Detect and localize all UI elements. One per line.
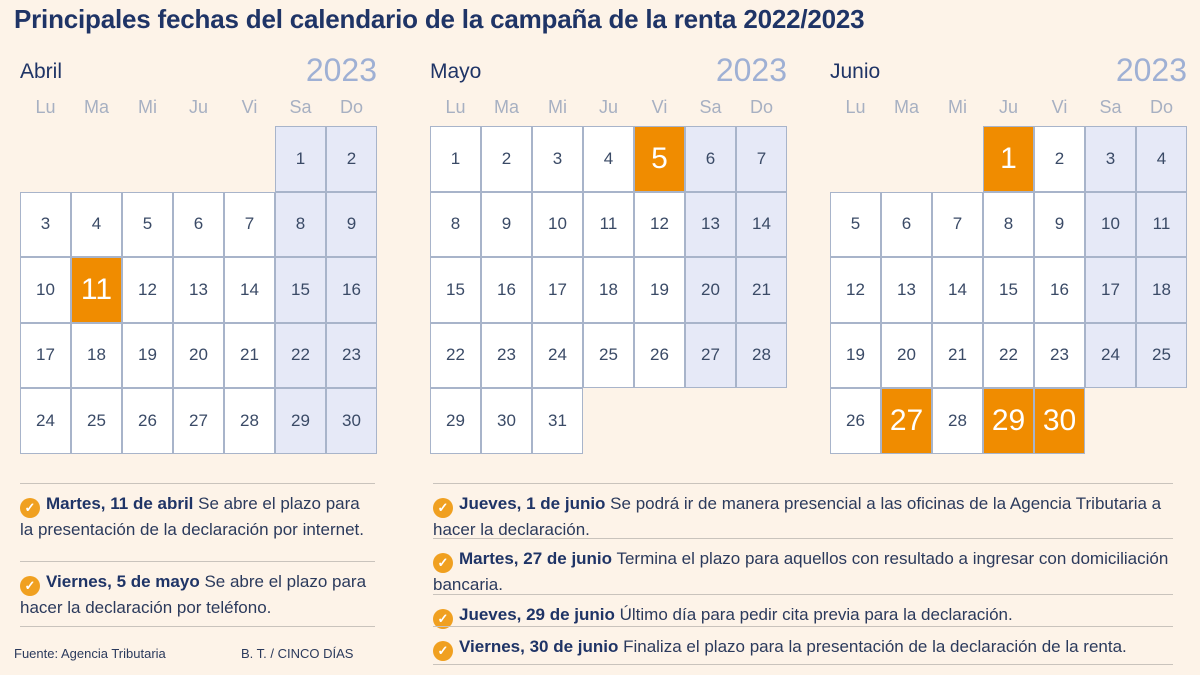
check-icon: ✓ <box>433 498 453 518</box>
month-year: 2023 <box>1115 52 1187 88</box>
day-cell: 6 <box>881 192 932 258</box>
day-cell: 24 <box>532 323 583 389</box>
day-cell: 4 <box>583 126 634 192</box>
day-cell: 8 <box>430 192 481 258</box>
event-item <box>433 635 1173 661</box>
day-cell: 9 <box>481 192 532 258</box>
day-cell: 17 <box>1085 257 1136 323</box>
day-cell: 21 <box>224 323 275 389</box>
month-name: Junio <box>830 60 881 83</box>
event-text: Se abre el plazo para la presentación de la declaración por internet. <box>20 494 364 539</box>
day-cell: 23 <box>481 323 532 389</box>
day-cell: 23 <box>1034 323 1085 389</box>
weekday-label: Vi <box>1051 97 1068 117</box>
calendar-grid <box>830 126 1187 454</box>
weekday-label: Mi <box>948 97 967 117</box>
day-cell: 4 <box>71 192 122 258</box>
weekday-label: Sa <box>1099 97 1122 117</box>
weekday-label: Lu <box>35 97 56 117</box>
weekday-label: Ma <box>493 97 519 117</box>
day-cell: 10 <box>532 192 583 258</box>
day-cell: 16 <box>1034 257 1085 323</box>
day-cell-highlighted: 29 <box>983 388 1034 454</box>
weekday-label: Lu <box>445 97 466 117</box>
day-cell: 18 <box>583 257 634 323</box>
weekday-label: Lu <box>845 97 866 117</box>
weekday-label: Mi <box>138 97 157 117</box>
day-cell: 3 <box>532 126 583 192</box>
month-year: 2023 <box>305 52 377 88</box>
weekday-label: Sa <box>699 97 722 117</box>
day-cell: 2 <box>1034 126 1085 192</box>
day-cell: 20 <box>685 257 736 323</box>
day-cell: 7 <box>736 126 787 192</box>
month-header <box>20 52 377 92</box>
day-cell: 15 <box>983 257 1034 323</box>
day-cell: 22 <box>430 323 481 389</box>
day-cell: 1 <box>275 126 326 192</box>
event-divider <box>20 561 375 562</box>
day-cell: 14 <box>932 257 983 323</box>
event-date: Viernes, 5 de mayo <box>46 572 200 591</box>
day-cell: 1 <box>430 126 481 192</box>
day-cell: 21 <box>932 323 983 389</box>
weekday-label: Mi <box>548 97 567 117</box>
event-item <box>433 603 1173 629</box>
day-cell: 10 <box>20 257 71 323</box>
day-cell: 23 <box>326 323 377 389</box>
weekday-label: Ju <box>598 97 618 117</box>
day-cell: 27 <box>173 388 224 454</box>
day-cell: 26 <box>634 323 685 389</box>
weekday-label: Sa <box>289 97 312 117</box>
day-cell: 20 <box>881 323 932 389</box>
calendar-grid <box>20 126 377 454</box>
day-cell-highlighted: 5 <box>634 126 685 192</box>
day-cell: 24 <box>1085 323 1136 389</box>
month-name: Abril <box>20 60 63 83</box>
day-cell: 16 <box>326 257 377 323</box>
check-icon: ✓ <box>433 641 453 661</box>
day-cell: 22 <box>983 323 1034 389</box>
day-cell: 28 <box>736 323 787 389</box>
day-cell: 15 <box>430 257 481 323</box>
weekday-row <box>430 92 787 122</box>
day-cell: 24 <box>20 388 71 454</box>
weekday-label: Vi <box>241 97 258 117</box>
day-cell: 9 <box>1034 192 1085 258</box>
day-cell: 26 <box>830 388 881 454</box>
source-note: Fuente: Agencia Tributaria <box>14 646 166 661</box>
weekday-row <box>20 92 377 122</box>
day-cell: 28 <box>224 388 275 454</box>
check-icon: ✓ <box>20 498 40 518</box>
weekday-label: Do <box>339 97 363 117</box>
day-cell: 3 <box>20 192 71 258</box>
month-year: 2023 <box>715 52 787 88</box>
event-date: Jueves, 29 de junio <box>459 605 615 624</box>
day-cell-highlighted: 11 <box>71 257 122 323</box>
day-cell: 12 <box>122 257 173 323</box>
day-cell: 15 <box>275 257 326 323</box>
day-cell: 25 <box>71 388 122 454</box>
event-text: Finaliza el plazo para la presentación de la declaración de la renta. <box>618 637 1127 656</box>
day-cell: 2 <box>481 126 532 192</box>
day-cell: 30 <box>326 388 377 454</box>
event-divider <box>20 626 375 627</box>
day-cell: 8 <box>983 192 1034 258</box>
day-cell: 12 <box>634 192 685 258</box>
day-cell: 7 <box>224 192 275 258</box>
day-cell: 13 <box>685 192 736 258</box>
day-cell: 2 <box>326 126 377 192</box>
weekday-label: Ma <box>83 97 109 117</box>
day-cell: 25 <box>583 323 634 389</box>
day-cell-highlighted: 30 <box>1034 388 1085 454</box>
day-cell: 12 <box>830 257 881 323</box>
weekday-label: Vi <box>651 97 668 117</box>
day-cell: 31 <box>532 388 583 454</box>
day-cell: 3 <box>1085 126 1136 192</box>
event-item <box>20 492 375 541</box>
event-divider <box>433 594 1173 595</box>
day-cell: 22 <box>275 323 326 389</box>
day-cell: 17 <box>532 257 583 323</box>
calendar-abril <box>20 52 377 454</box>
event-text: Último día para pedir cita previa para la declaración. <box>614 605 1013 624</box>
day-cell: 19 <box>830 323 881 389</box>
page-title: Principales fechas del calendario de la campaña de la renta 2022/2023 <box>14 4 865 34</box>
event-date: Martes, 11 de abril <box>46 494 194 513</box>
day-cell: 10 <box>1085 192 1136 258</box>
day-cell: 7 <box>932 192 983 258</box>
check-icon: ✓ <box>20 576 40 596</box>
event-item <box>433 492 1173 541</box>
day-cell: 26 <box>122 388 173 454</box>
month-header <box>430 52 787 92</box>
event-divider <box>20 483 375 484</box>
day-cell: 20 <box>173 323 224 389</box>
day-cell: 4 <box>1136 126 1187 192</box>
day-cell: 13 <box>173 257 224 323</box>
day-cell: 18 <box>1136 257 1187 323</box>
day-cell: 9 <box>326 192 377 258</box>
day-cell: 6 <box>685 126 736 192</box>
event-item <box>20 570 375 619</box>
event-date: Viernes, 30 de junio <box>459 637 619 656</box>
calendar-mayo <box>430 52 787 454</box>
month-name: Mayo <box>430 60 482 83</box>
weekday-label: Ma <box>893 97 919 117</box>
day-cell-highlighted: 27 <box>881 388 932 454</box>
day-cell: 19 <box>122 323 173 389</box>
day-cell: 30 <box>481 388 532 454</box>
event-text: Se podrá ir de manera presencial a las oficinas de la Agencia Tributaria a hacer la declaración. <box>433 494 1162 539</box>
event-divider <box>433 483 1173 484</box>
day-cell: 11 <box>1136 192 1187 258</box>
day-cell: 5 <box>122 192 173 258</box>
weekday-label: Ju <box>998 97 1018 117</box>
day-cell: 29 <box>275 388 326 454</box>
day-cell: 16 <box>481 257 532 323</box>
day-cell: 17 <box>20 323 71 389</box>
weekday-label: Do <box>1149 97 1173 117</box>
event-divider <box>433 664 1173 665</box>
event-text: Termina el plazo para aquellos con resultado a ingresar con domiciliación bancaria. <box>433 549 1169 594</box>
event-date: Martes, 27 de junio <box>459 549 613 568</box>
event-divider <box>433 626 1173 627</box>
check-icon: ✓ <box>433 609 453 629</box>
day-cell: 14 <box>736 192 787 258</box>
day-cell: 6 <box>173 192 224 258</box>
weekday-row <box>830 92 1187 122</box>
day-cell: 19 <box>634 257 685 323</box>
day-cell: 27 <box>685 323 736 389</box>
weekday-label: Ju <box>188 97 208 117</box>
day-cell: 5 <box>830 192 881 258</box>
event-text: Se abre el plazo para hacer la declaración por teléfono. <box>20 572 367 617</box>
event-date: Jueves, 1 de junio <box>459 494 606 513</box>
day-cell: 25 <box>1136 323 1187 389</box>
event-divider <box>433 538 1173 539</box>
day-cell: 11 <box>583 192 634 258</box>
day-cell: 18 <box>71 323 122 389</box>
calendar-junio <box>830 52 1187 454</box>
day-cell: 28 <box>932 388 983 454</box>
day-cell-highlighted: 1 <box>983 126 1034 192</box>
day-cell: 29 <box>430 388 481 454</box>
credit-note: B. T. / CINCO DÍAS <box>241 646 354 661</box>
day-cell: 8 <box>275 192 326 258</box>
day-cell: 21 <box>736 257 787 323</box>
weekday-label: Do <box>749 97 773 117</box>
calendar-grid <box>430 126 787 454</box>
event-item <box>433 547 1173 596</box>
check-icon: ✓ <box>433 553 453 573</box>
month-header <box>830 52 1187 92</box>
day-cell: 13 <box>881 257 932 323</box>
day-cell: 14 <box>224 257 275 323</box>
